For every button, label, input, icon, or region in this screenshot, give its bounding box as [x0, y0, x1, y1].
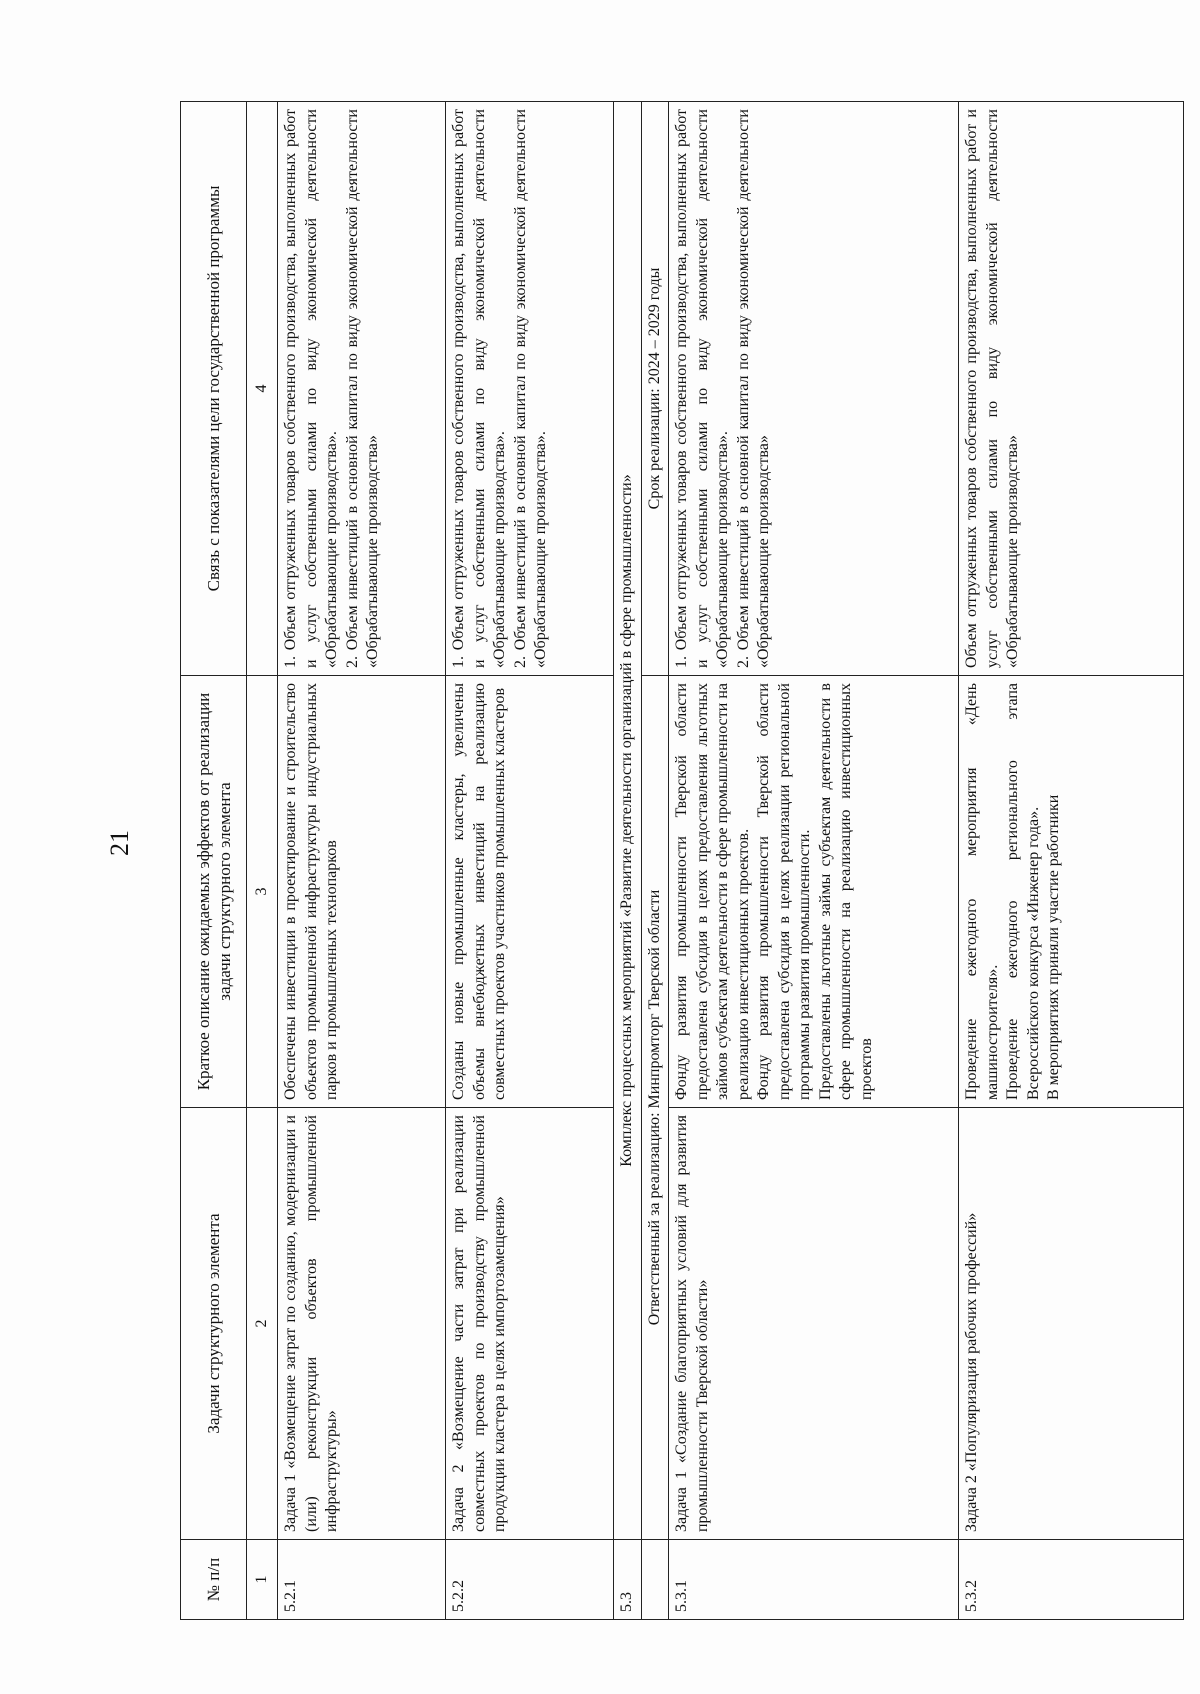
section-responsible: Ответственный за реализацию: Минпромторг Тверской области — [641, 676, 669, 1540]
row-effects: Созданы новые промышленные кластеры, увеличены объемы внебюджетных инвестиций на реализацию совместных проектов участников промышленных кластеров — [446, 676, 614, 1108]
row-link: 1. Объем отгруженных товаров собственного производства, выполненных работ и услуг собственными силами по виду экономической деятельности «Обрабатывающие производства». 2. Объем инвестиций в основной капитал по виду экономической деятельности «Обрабатывающие производства» — [669, 102, 959, 676]
effect-line: Проведение ежегодного мероприятия «День машиностроителя». — [963, 683, 1001, 1100]
row-task: Задача 1 «Создание благоприятных условий для развития промышленности Тверской области» — [669, 1108, 959, 1540]
row-task: Задача 2 «Возмещение части затрат при реализации совместных проектов по производству промышленной продукции кластера в целях импортозамещения» — [446, 1108, 614, 1540]
section-meta-row — [641, 102, 669, 1620]
row-link: Объем отгруженных товаров собственного производства, выполненных работ и услуг собственными силами по виду экономической деятельности «Обрабатывающие производства» — [959, 102, 1184, 676]
effect-line: Фонду развития промышленности Тверской области предоставлена субсидия в целях предоставления льготных займов субъектам деятельности в сфере промышленности на реализацию инвестиционных проектов. — [673, 683, 752, 1100]
effect-line: Проведение ежегодного регионального этапа Всероссийского конкурса «Инженер года». — [1004, 683, 1042, 1100]
column-number: 1 — [247, 1540, 278, 1620]
rotated-table-container — [180, 102, 1184, 1620]
effect-line: Предоставлены льготные займы субъектам деятельности в сфере промышленности на реализацию инвестиционных проектов — [816, 683, 875, 1100]
section-number: 5.3 — [614, 1540, 642, 1620]
table-row — [959, 102, 1184, 1620]
empty-cell — [641, 1540, 669, 1620]
row-number: 5.2.2 — [446, 1540, 614, 1620]
column-number-row — [247, 102, 278, 1620]
header-col-link: Связь с показателями цели государственной программы — [181, 102, 247, 676]
section-period: Срок реализации: 2024 – 2029 годы — [641, 102, 669, 676]
header-row — [181, 102, 247, 1620]
column-number: 4 — [247, 102, 278, 676]
section-title: Комплекс процессных мероприятий «Развитие деятельности организаций в сфере промышленности» — [614, 102, 642, 1540]
row-task: Задача 2 «Популяризация рабочих профессий» — [959, 1108, 1184, 1540]
page-number: 21 — [105, 830, 134, 856]
column-number: 2 — [247, 1108, 278, 1540]
row-number: 5.3.2 — [959, 1540, 1184, 1620]
row-effects — [959, 676, 1184, 1108]
header-col-number: № п/п — [181, 1540, 247, 1620]
table-row — [669, 102, 959, 1620]
table-row — [278, 102, 446, 1620]
row-number: 5.3.1 — [669, 1540, 959, 1620]
effect-line: Фонду развития промышленности Тверской области предоставлена субсидия в целях реализации региональной программы развития промышленности. — [755, 683, 813, 1100]
row-link: 1. Объем отгруженных товаров собственного производства, выполненных работ и услуг собственными силами по виду экономической деятельности «Обрабатывающие производства». 2. Объем инвестиций в основной капитал по виду экономической деятельности «Обрабатывающие производства». — [446, 102, 614, 676]
row-effects — [669, 676, 959, 1108]
row-link: 1. Объем отгруженных товаров собственного производства, выполненных работ и услуг собственными силами по виду экономической деятельности «Обрабатывающие производства». 2. Объем инвестиций в основной капитал по виду экономической деятельности «Обрабатывающие производства» — [278, 102, 446, 676]
effect-line: В мероприятиях приняли участие работники — [1045, 794, 1062, 1100]
header-col-task: Задачи структурного элемента — [181, 1108, 247, 1540]
row-effects: Обеспечены инвестиции в проектирование и строительство объектов промышленной инфраструктуры индустриальных парков и промышленных технопарков — [278, 676, 446, 1108]
row-task: Задача 1 «Возмещение затрат по созданию, модернизации и (или) реконструкции объектов промышленной инфраструктуры» — [278, 1108, 446, 1540]
header-col-effects: Краткое описание ожидаемых эффектов от реализации задачи структурного элемента — [181, 676, 247, 1108]
row-number: 5.2.1 — [278, 1540, 446, 1620]
table-row — [446, 102, 614, 1620]
program-table — [180, 101, 1184, 1620]
section-row — [614, 102, 642, 1620]
column-number: 3 — [247, 676, 278, 1108]
